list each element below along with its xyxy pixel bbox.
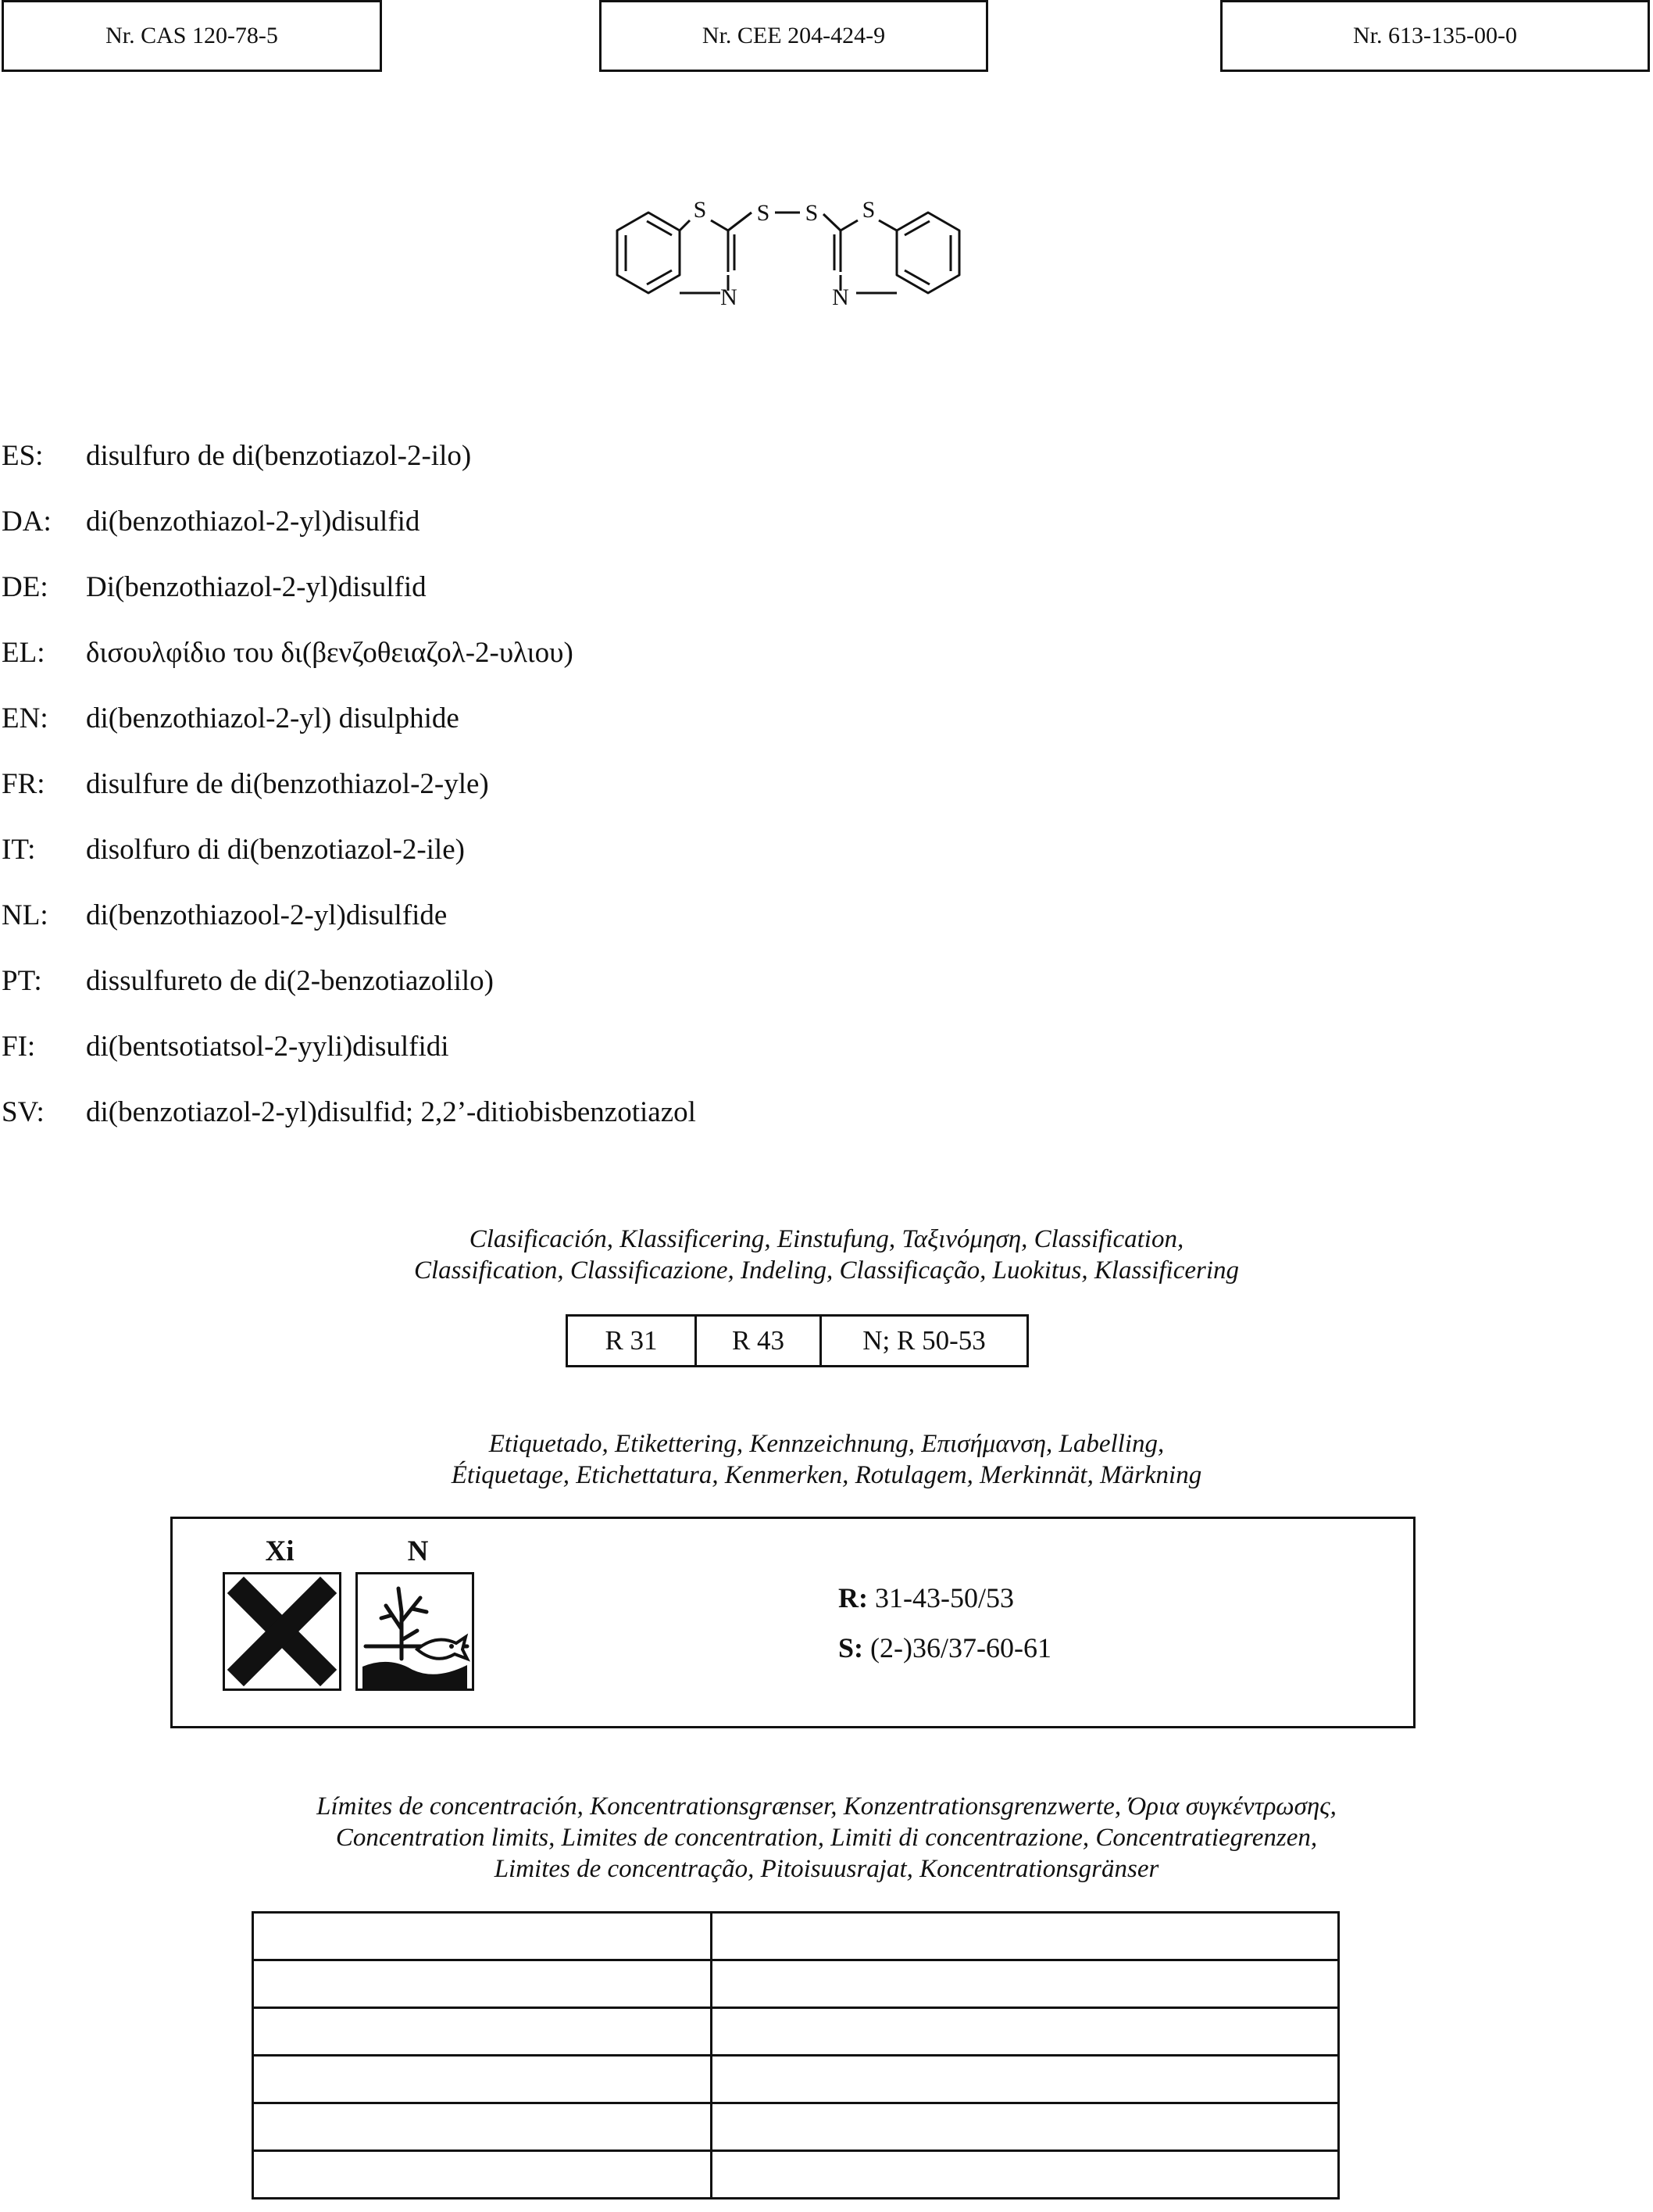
substance-name: disulfuro de di(benzotiazol-2-ilo) [86, 440, 472, 472]
table-cell [253, 2056, 712, 2103]
index-number-box [1220, 0, 1650, 72]
table-cell [712, 2151, 1339, 2199]
concentration-heading-line-2: Concentration limits, Limites de concentration, Limiti di concentrazione, Concentratiegrenzen, [335, 1824, 1318, 1852]
language-code: IT: [2, 834, 36, 866]
substance-name: dissulfureto de di(2-benzotiazolilo) [86, 965, 494, 997]
substance-name: di(benzothiazol-2-yl)disulfid [86, 506, 420, 538]
safety-phrases-value: (2-)36/37-60-61 [870, 1632, 1051, 1663]
index-number: Nr. 613-135-00-0 [1353, 23, 1517, 48]
atom-n-right: N [832, 284, 849, 310]
risk-phrases [838, 1581, 1014, 1614]
table-cell [253, 1913, 712, 1960]
cee-number: Nr. CEE 204-424-9 [702, 23, 886, 48]
table-cell [712, 1960, 1339, 2008]
pictogram-letter-n: N [407, 1535, 429, 1567]
atom-s-bridge-2: S [805, 200, 819, 226]
black-cross-icon [225, 1574, 339, 1688]
labelling-heading-line-2: Étiquetage, Etichettatura, Kenmerken, Rotulagem, Merkinnät, Märkning [451, 1461, 1202, 1489]
cas-number: Nr. CAS 120-78-5 [105, 23, 278, 48]
substance-name: di(benzotiazol-2-yl)disulfid; 2,2’-ditiobisbenzotiazol [86, 1096, 696, 1128]
substance-name: di(benzothiazol-2-yl) disulphide [86, 702, 459, 734]
classification-heading-line-2: Classification, Classificazione, Indeling, Classificação, Luokitus, Klassificering [413, 1256, 1240, 1285]
classification-cell: R 31 [567, 1316, 696, 1367]
atom-s-right: S [862, 197, 876, 223]
table-cell [712, 2008, 1339, 2056]
substance-name: di(bentsotiatsol-2-yyli)disulfidi [86, 1031, 449, 1063]
language-code: ES: [2, 440, 44, 472]
classification-heading-line-1: Clasificación, Klassificering, Einstufung, Ταξινόμηση, Classification, [469, 1225, 1184, 1253]
atom-s-left: S [693, 197, 707, 223]
language-code: DA: [2, 506, 52, 538]
cas-number-box [2, 0, 382, 72]
labelling-box [170, 1517, 1416, 1728]
substance-name: Di(benzothiazol-2-yl)disulfid [86, 571, 427, 603]
dead-tree-fish-environment-icon [358, 1574, 472, 1688]
atom-n-left: N [720, 284, 737, 310]
substance-name: disulfure de di(benzothiazol-2-yle) [86, 768, 489, 800]
table-row [253, 2103, 1339, 2151]
table-cell [253, 1960, 712, 2008]
language-code: FR: [2, 768, 45, 800]
classification-cell: R 43 [696, 1316, 821, 1367]
concentration-limits-table [252, 1911, 1340, 2199]
language-code: NL: [2, 899, 48, 931]
table-row [253, 2151, 1339, 2199]
labelling-heading [0, 1428, 1653, 1491]
table-row [253, 2008, 1339, 2056]
classification-table [566, 1314, 1029, 1367]
concentration-heading-line-3: Limites de concentração, Pitoisuusrajat, Koncentrationsgränser [494, 1855, 1159, 1883]
concentration-heading-line-1: Límites de concentración, Koncentrationsgrænser, Konzentrationsgrenzwerte, Όρια συγκέντρωσης, [316, 1792, 1337, 1821]
pictogram-letter-xi: Xi [265, 1535, 295, 1567]
classification-cell: N; R 50-53 [821, 1316, 1028, 1367]
language-code: SV: [2, 1096, 45, 1128]
table-row [253, 2056, 1339, 2103]
pictogram-xi [223, 1572, 341, 1691]
table-cell [253, 2008, 712, 2056]
classification-heading [0, 1224, 1653, 1286]
cee-number-box [599, 0, 988, 72]
language-code: PT: [2, 965, 42, 997]
safety-phrases [838, 1631, 1051, 1664]
table-cell [253, 2103, 712, 2151]
atom-s-bridge-1: S [756, 200, 770, 226]
labelling-heading-line-1: Etiquetado, Etikettering, Kennzeichnung, Επισήμανση, Labelling, [488, 1430, 1165, 1458]
table-cell [712, 2103, 1339, 2151]
chemical-structure-diagram [547, 180, 1070, 344]
language-code: EN: [2, 702, 48, 734]
safety-phrases-label: S: [838, 1632, 864, 1663]
table-cell [253, 2151, 712, 2199]
pictogram-n [355, 1572, 474, 1691]
language-code: EL: [2, 637, 45, 669]
substance-name: δισουλφίδιο του δι(βενζοθειαζολ-2-υλιου) [86, 637, 573, 669]
table-row [253, 1913, 1339, 1960]
substance-name: disolfuro di di(benzotiazol-2-ile) [86, 834, 465, 866]
risk-phrases-value: 31-43-50/53 [875, 1582, 1014, 1613]
table-row [253, 1960, 1339, 2008]
concentration-limits-heading [0, 1791, 1653, 1885]
table-cell [712, 1913, 1339, 1960]
substance-name: di(benzothiazool-2-yl)disulfide [86, 899, 448, 931]
language-code: FI: [2, 1031, 36, 1063]
language-code: DE: [2, 571, 48, 603]
risk-phrases-label: R: [838, 1582, 868, 1613]
table-cell [712, 2056, 1339, 2103]
